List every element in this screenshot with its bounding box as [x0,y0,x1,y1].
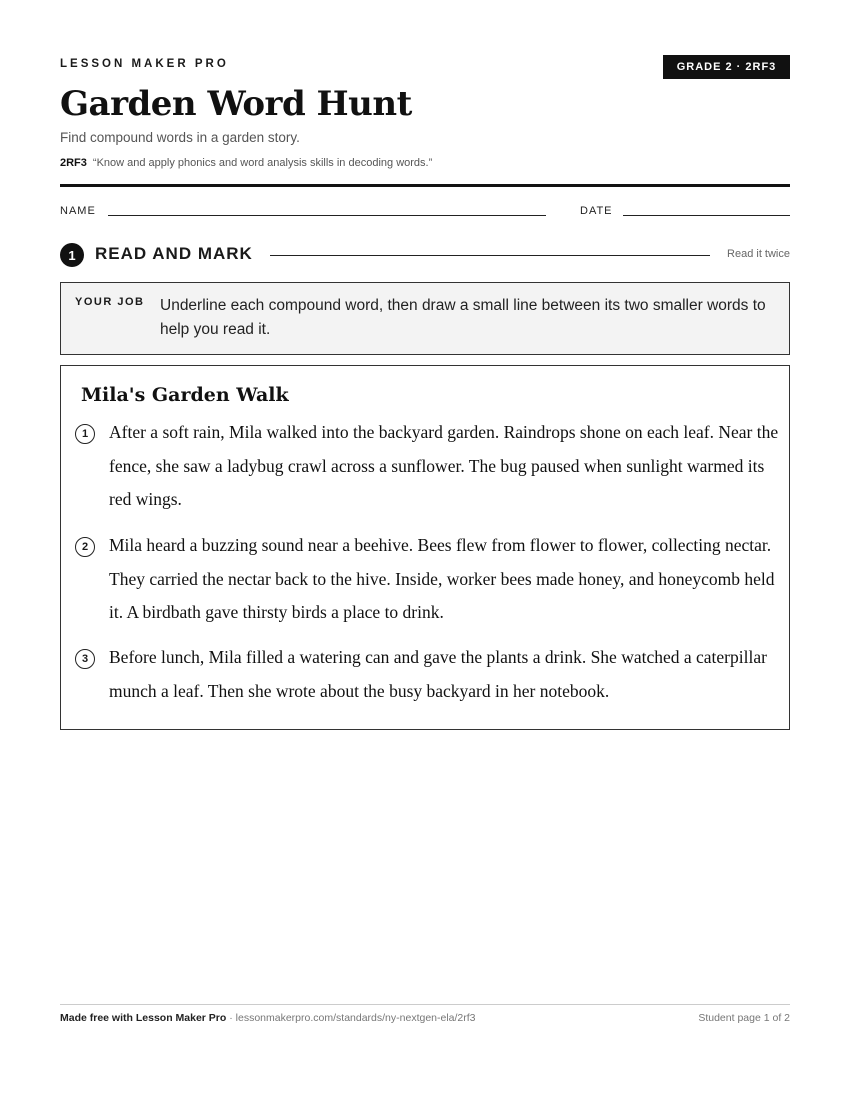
instructions-text: Underline each compound word, then draw a small line between its two smaller words to help you read it. [160,297,766,338]
section-hint: Read it twice [727,248,790,260]
brand-name: LESSON MAKER PRO [60,58,229,70]
standard-line [60,157,432,169]
paragraph-text: After a soft rain, Mila walked into the backyard garden. Raindrops shone on each leaf. Near the fence, she saw a ladybug crawl across a sunflower. The bug paused when sunlight warmed its red wings. [109,422,779,509]
name-label: NAME [60,205,96,217]
date-label: DATE [580,205,613,217]
paragraph-number: 3 [75,649,95,669]
grade-badge: GRADE 2 · 2RF3 [663,55,790,79]
standard-text: “Know and apply phonics and word analysis skills in decoding words.” [92,157,433,169]
page-subtitle: Find compound words in a garden story. [60,130,300,145]
section-divider [270,255,710,256]
footer-made-with: Made free with Lesson Maker Pro [60,1012,227,1024]
footer-divider [60,1004,790,1005]
section-number-badge: 1 [60,243,84,267]
instructions-label: YOUR JOB [75,296,145,308]
section-title: READ AND MARK [95,244,253,263]
footer-credit [60,1012,476,1024]
header-divider [60,184,790,187]
worksheet-page [60,0,790,1100]
paragraph-text: Mila heard a buzzing sound near a beehive. Bees flew from flower to flower, collecting nectar. They carried the nectar back to the hive. Inside, worker bees made honey, and honeycomb held it. A birdbath gave thirsty birds a place to drink. [109,535,775,622]
paragraph-number: 2 [75,537,95,557]
footer-page-number: Student page 1 of 2 [698,1012,790,1024]
paragraph-number: 1 [75,424,95,444]
story-title: Mila's Garden Walk [81,384,289,406]
story-box [60,365,790,730]
footer-url[interactable]: lessonmakerpro.com/standards/ny-nextgen-ela/2rf3 [235,1012,476,1024]
standard-code: 2RF3 [60,157,87,169]
page-title: Garden Word Hunt [60,84,412,124]
date-field-line[interactable] [623,215,790,216]
name-field-line[interactable] [108,215,546,216]
paragraph-text: Before lunch, Mila filled a watering can and gave the plants a drink. She watched a caterpillar munch a leaf. Then she wrote about the busy backyard in her notebook. [109,647,767,701]
footer-separator: · [226,1012,236,1024]
instructions-box [60,282,790,355]
